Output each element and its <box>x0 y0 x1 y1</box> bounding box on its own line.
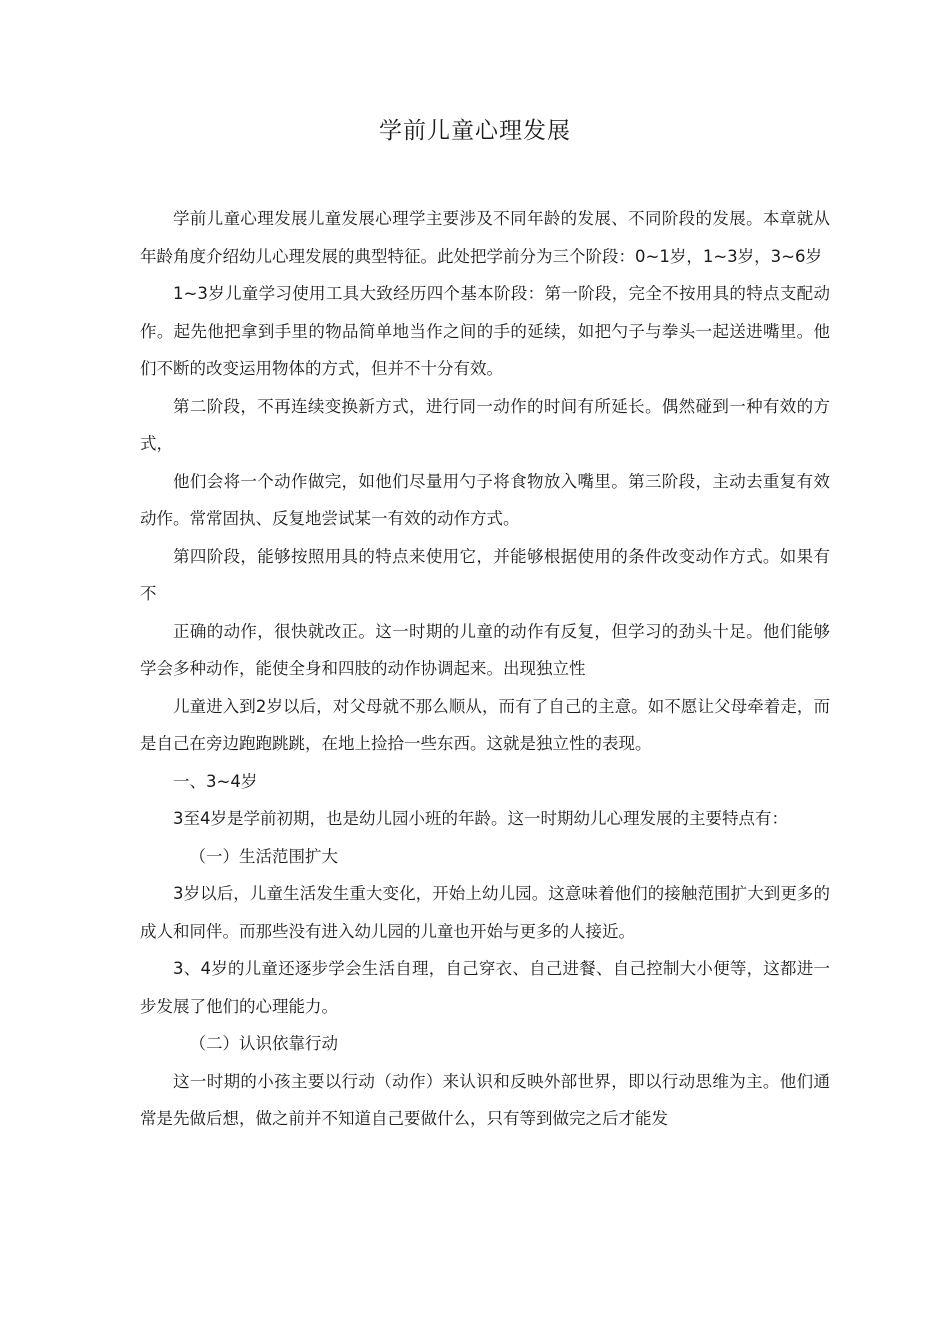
paragraph-self-care: 3、4岁的儿童还逐步学会生活自理，自己穿衣、自己进餐、自己控制大小便等，这都进一步发展了他们的心理能力。 <box>140 959 830 1016</box>
heading-age-3-4: 一、3~4岁 <box>173 771 258 791</box>
paragraph-correction: 正确的动作，很快就改正。这一时期的儿童的动作有反复，但学习的劲头十足。他们能够学会多种动作，能使全身和四肢的动作协调起来。出现独立性 <box>140 621 830 678</box>
paragraph-kindergarten: 3岁以后，儿童生活发生重大变化，开始上幼儿园。这意味着他们的接触范围扩大到更多的成人和同伴。而那些没有进入幼儿园的儿童也开始与更多的人接近。 <box>140 884 830 941</box>
subheading-cognition-action: （二）认识依靠行动 <box>189 1034 338 1053</box>
paragraph-stage-two: 第二阶段，不再连续变换新方式，进行同一动作的时间有所延长。偶然碰到一种有效的方式， <box>140 396 830 453</box>
paragraph-stage-four: 第四阶段，能够按照用具的特点来使用它，并能够根据使用的条件改变动作方式。如果有不 <box>140 546 830 603</box>
document-title: 学前儿童心理发展 <box>379 118 571 144</box>
paragraph-tool-stage-one: 1~3岁儿童学习使用工具大致经历四个基本阶段：第一阶段，完全不按用具的特点支配动作。起先他把拿到手里的物品简单地当作之间的手的延续，如把勺子与拳头一起送进嘴里。他们不断的改变运用物体的方式，但并不十分有效。 <box>140 284 830 378</box>
subheading-life-range: （一）生活范围扩大 <box>189 846 338 866</box>
paragraph-early-preschool: 3至4岁是学前初期，也是幼儿园小班的年龄。这一时期幼儿心理发展的主要特点有： <box>173 809 788 828</box>
paragraph-action-thinking: 这一时期的小孩主要以行动（动作）来认识和反映外部世界，即以行动思维为主。他们通常是先做后想，做之前并不知道自己要做什么，只有等到做完之后才能发 <box>140 1071 830 1128</box>
paragraph-intro: 学前儿童心理发展儿童发展心理学主要涉及不同年龄的发展、不同阶段的发展。本章就从年龄角度介绍幼儿心理发展的典型特征。此处把学前分为三个阶段：0~1岁，1~3岁，3~6岁 <box>140 209 830 266</box>
paragraph-stage-three: 他们会将一个动作做完，如他们尽量用勺子将食物放入嘴里。第三阶段，主动去重复有效动作。常常固执、反复地尝试某一有效的动作方式。 <box>140 471 830 528</box>
paragraph-independence: 儿童进入到2岁以后，对父母就不那么顺从，而有了自己的主意。如不愿让父母牵着走，而是自己在旁边跑跑跳跳，在地上捡拾一些东西。这就是独立性的表现。 <box>140 696 830 753</box>
document-body <box>140 200 830 1138</box>
